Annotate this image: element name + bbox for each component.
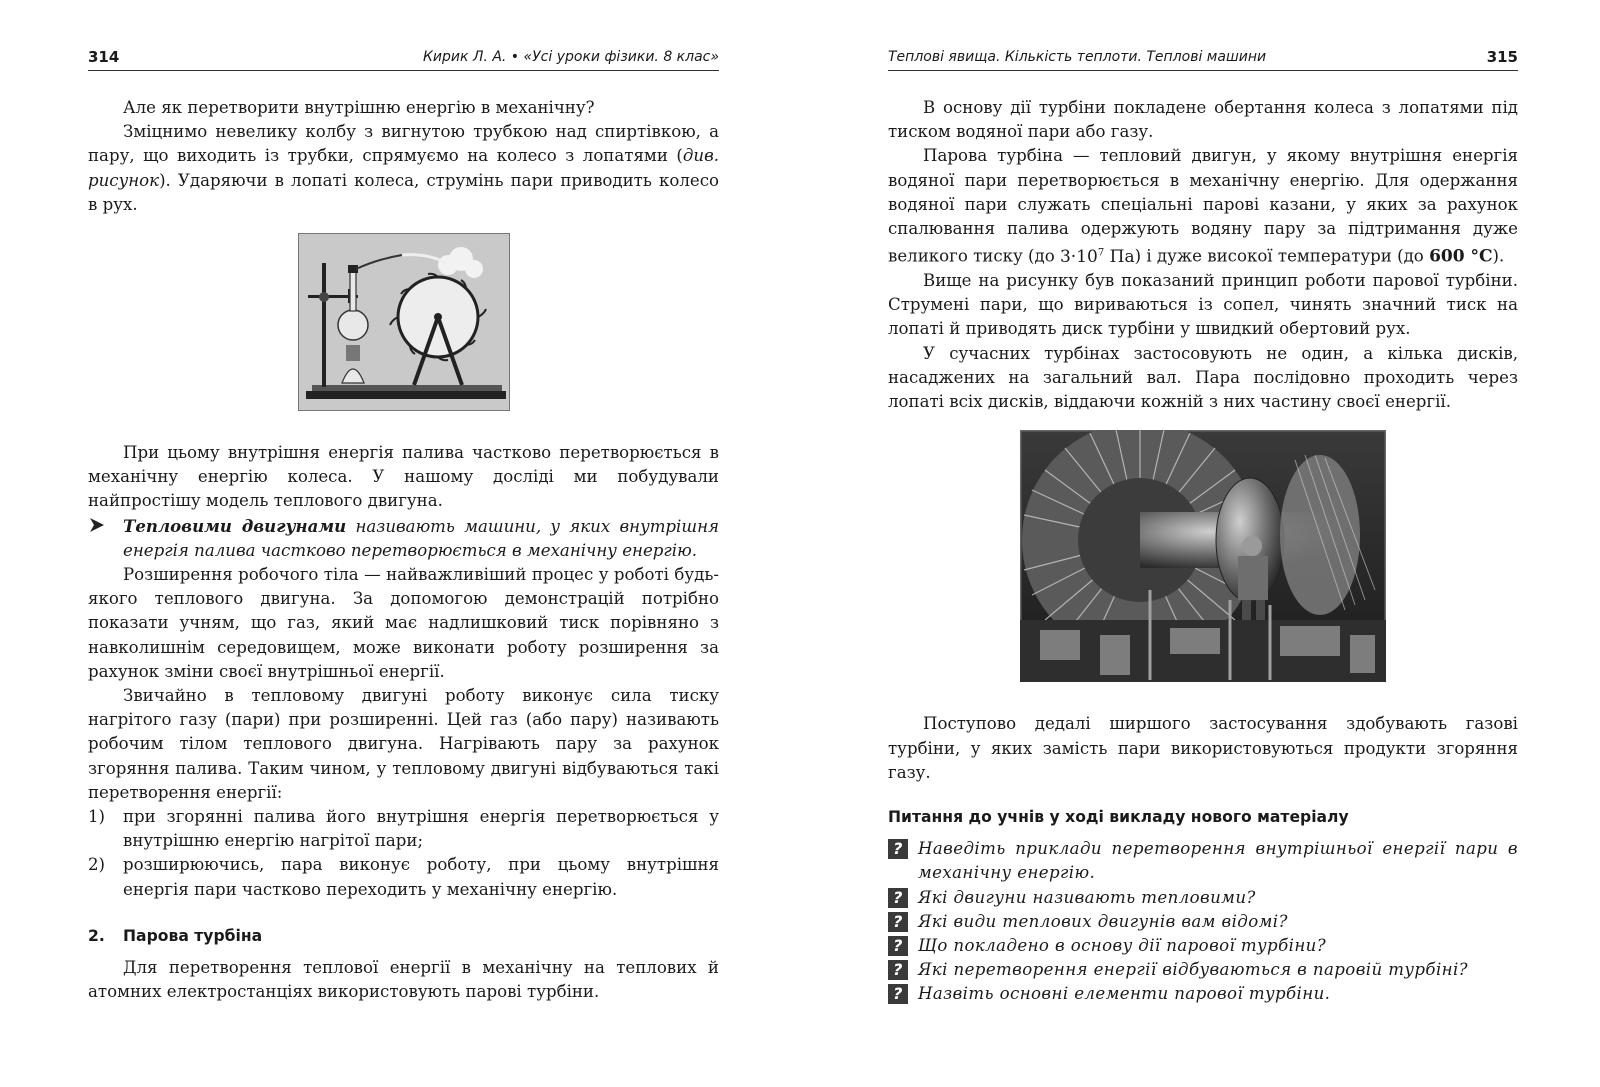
right-page <box>800 0 1600 1087</box>
question-mark-icon: ? <box>888 839 908 859</box>
question-mark-icon: ? <box>888 888 908 908</box>
definition: Тепловими двигунами називають машини, у яких внутрішня енергія палива частково перетворюється в механічну енергію. <box>88 514 719 563</box>
paragraph: Звичайно в тепловому двигуні роботу виконує сила тиску нагрітого газу (пари) при розширенні. Цей газ (або пару) називають робочим тілом теплового двигуна. Нагрівають пару за рахунок згоряння палива. Таким чином, у тепловому двигуні відбуваються такі перетворення енергії: <box>88 686 719 802</box>
paragraph: Поступово дедалі ширшого застосування здобувають газові турбіни, у яких замість пари використовуються продукти згоряння газу. <box>888 714 1518 782</box>
left-page-header <box>88 48 719 71</box>
question-item: ? Які двигуни називають тепловими? <box>888 886 1518 910</box>
question-mark-icon: ? <box>888 936 908 956</box>
left-page-body <box>88 96 719 1004</box>
pressure-formula: $3\cdot 10^7$ Па <box>1059 246 1135 267</box>
right-page-body <box>888 96 1518 1007</box>
question-mark-icon: ? <box>888 960 908 980</box>
list-item: 2) розширюючись, пара виконує роботу, при цьому внутрішня енергія пари частково переходить у механічну енергію. <box>88 855 719 899</box>
question-mark-icon: ? <box>888 984 908 1004</box>
paragraph: При цьому внутрішня енергія палива частково перетворюється в механічну енергію колеса. У нашому досліді ми побудували найпростішу модель теплового двигуна. <box>88 443 719 511</box>
definition-term: Тепловими двигунами <box>123 515 347 536</box>
paragraph: Розширення робочого тіла — найважливіший процес у роботі будь-якого теплового двигуна. За допомогою демонстрацій потрібно показати учням, що газ, який має надлишковий тиск порівняно з навколишнім середовищем, може виконати роботу розширення за рахунок зміни своєї внутрішньої енергії. <box>88 565 719 681</box>
right-page-header <box>888 48 1518 71</box>
page-number: 314 <box>88 48 120 66</box>
temperature-value: 600 °С <box>1429 246 1493 267</box>
questions-list <box>888 837 1518 1006</box>
page-number: 315 <box>1486 48 1518 66</box>
paragraph: У сучасних турбінах застосовують не один, а кілька дисків, насаджених на загальний вал. Пара послідовно проходить через лопаті всіх дисків, віддаючи кожній з них частину своєї енергії. <box>888 343 1518 412</box>
arrow-marker-icon <box>88 516 106 534</box>
question-item: ? Наведіть приклади перетворення внутрішньої енергії пари в механічну енергію. <box>888 837 1518 885</box>
paragraph: Зміцнимо невелику колбу з вигнутою трубкою над спиртівкою, а пару, що виходить із трубки, спрямуємо на колесо з лопатями (див. рисунок). Ударяючи в лопаті колеса, струмінь пари приводить колесо в рух. <box>88 122 719 214</box>
paragraph: Вище на рисунку був показаний принцип роботи парової турбіни. Струмені пари, що вириваються із сопел, чинять значний тиск на лопаті й приводять диск турбіни у швидкий обертовий рух. <box>888 271 1518 339</box>
paragraph: В основу дії турбіни покладене обертання колеса з лопатями під тиском водяної пари або газу. <box>888 98 1518 142</box>
questions-heading: Питання до учнів у ході викладу нового матеріалу <box>888 807 1349 826</box>
list-item: 1) при згорянні палива його внутрішня енергія перетворюється у внутрішню енергію нагрітої пари; <box>88 807 719 851</box>
steam-wheel-illustration <box>298 233 510 411</box>
steam-turbine-photo <box>1020 430 1386 682</box>
question-item: ? Які види теплових двигунів вам відомі? <box>888 910 1518 934</box>
running-header: Теплові явища. Кількість теплоти. Теплові машини <box>888 49 1267 65</box>
question-item: ? Які перетворення енергії відбуваються в паровій турбіні? <box>888 958 1518 982</box>
turbine-photo-figure <box>888 430 1518 682</box>
paragraph: Але як перетворити внутрішню енергію в механічну? <box>123 98 595 117</box>
paragraph: Для перетворення теплової енергії в механічну на теплових й атомних електростанціях використовують парові турбіни. <box>88 958 719 1002</box>
running-header: Кирик Л. А. • «Усі уроки фізики. 8 клас» <box>422 49 719 65</box>
section-heading: 2. Парова турбіна <box>88 926 263 945</box>
question-item: ? Що покладено в основу дії парової турбіни? <box>888 934 1518 958</box>
steam-wheel-figure <box>88 233 719 411</box>
question-mark-icon: ? <box>888 912 908 932</box>
question-item: ? Назвіть основні елементи парової турбіни. <box>888 982 1518 1006</box>
figure-reference: див. рисунок <box>88 146 719 190</box>
paragraph: Парова турбіна — тепловий двигун, у якому внутрішня енергія водяної пари перетворюється в механічну енергію. Для одержання водяної пари служать спеціальні парові казани, у яких за рахунок спалювання палива одержують водяну пару за підтримання дуже великого тиску (до $3\cdot 10^7$ Па) і дуже високої температури (до 600 °С). <box>888 146 1518 267</box>
energy-transformation-list <box>88 805 719 902</box>
